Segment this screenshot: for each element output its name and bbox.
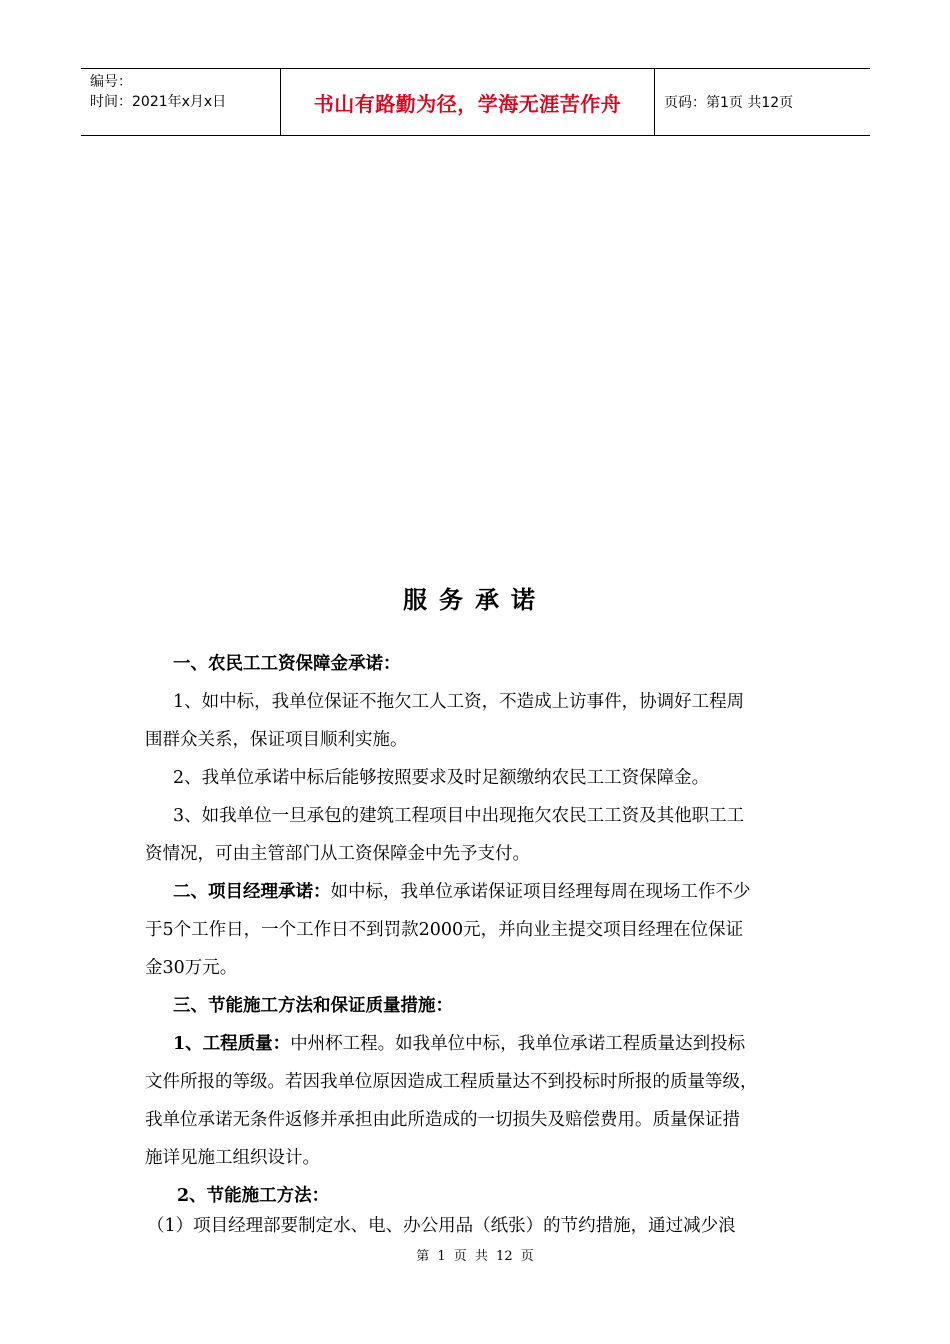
page-footer: 第 1 页 共 12 页 (416, 1249, 534, 1264)
energy-saving-item-1: （1）项目经理部要制定水、电、办公用品（纸张）的节约措施，通过减少浪 (147, 1216, 736, 1236)
section-2-heading: 二、项目经理承诺： (173, 882, 331, 902)
header-motto-cell (281, 69, 655, 135)
document-header (81, 68, 870, 136)
energy-saving-heading: 2、节能施工方法： (177, 1186, 330, 1206)
header-page-info: 页码：第1页 共12页 (664, 95, 794, 111)
section-2-line-1 (145, 873, 807, 911)
document-title: 服务承诺 (403, 586, 547, 614)
section-1-item-2: 2、我单位承诺中标后能够按照要求及时足额缴纳农民工工资保障金。 (173, 768, 710, 788)
section-1-heading: 一、农民工工资保障金承诺： (173, 654, 401, 674)
quality-line-4: 施详见施工组织设计。 (145, 1148, 320, 1168)
section-1-item-3-line-2: 资情况，可由主管部门从工资保障金中先予支付。 (145, 844, 530, 864)
header-motto: 书山有路勤为径，学海无涯苦作舟 (313, 91, 622, 116)
quality-label: 1、工程质量： (173, 1034, 291, 1054)
header-meta (81, 69, 281, 135)
document-body (145, 645, 807, 1245)
section-1-item-1-line-2: 围群众关系，保证项目顺利实施。 (145, 730, 408, 750)
time-label: 时间：2021年x月x日 (90, 94, 227, 110)
section-1-item-3-line-1: 3、如我单位一旦承包的建筑工程项目中出现拖欠农民工工资及其他职工工 (173, 806, 745, 826)
section-2-text-1: 如中标，我单位承诺保证项目经理每周在现场工作不少 (330, 882, 751, 902)
section-3-heading: 三、节能施工方法和保证质量措施： (173, 996, 453, 1016)
quality-line-3: 我单位承诺无条件返修并承担由此所造成的一切损失及赔偿费用。质量保证措 (145, 1110, 740, 1130)
quality-line-1 (145, 1025, 807, 1063)
quality-line-2: 文件所报的等级。若因我单位原因造成工程质量达不到投标时所报的质量等级， (145, 1072, 758, 1092)
number-label: 编号： (90, 74, 132, 90)
quality-text-1: 中州杯工程。如我单位中标，我单位承诺工程质量达到投标 (290, 1034, 746, 1054)
section-2-line-3: 金30万元。 (145, 958, 238, 978)
header-page-info-cell (655, 69, 870, 135)
section-1-item-1-line-1: 1、如中标，我单位保证不拖欠工人工资，不造成上访事件，协调好工程周 (173, 692, 745, 712)
section-2-line-2: 于5个工作日，一个工作日不到罚款2000元，并向业主提交项目经理在位保证 (145, 920, 744, 940)
